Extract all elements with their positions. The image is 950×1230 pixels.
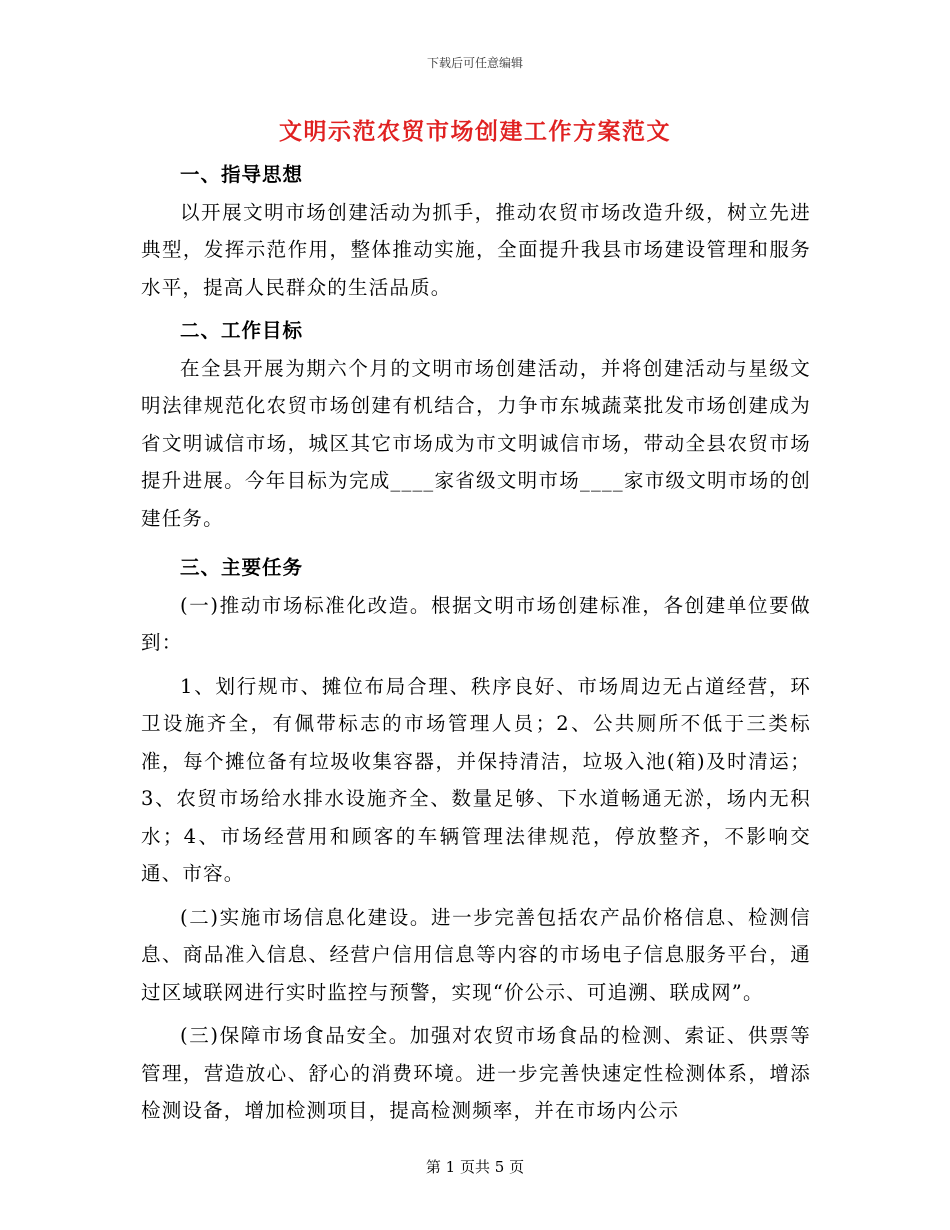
page-number: 第 1 页共 5 页 [425,1158,525,1176]
section-heading-guiding-ideology: 一、指导思想 [180,163,304,186]
paragraph-guiding-ideology: 以开展文明市场创建活动为抓手，推动农贸市场改造升级，树立先进典型，发挥示范作用，整体推动实施，全面提升我县市场建设管理和服务水平，提高人民群众的生活品质。 [141,200,811,299]
section-heading-work-goals: 二、工作目标 [180,319,304,342]
paragraph-task-informatization: (二)实施市场信息化建设。进一步完善包括农产品价格信息、检测信息、商品准入信息、经营户信用信息等内容的市场电子信息服务平台，通过区域联网进行实时监控与预警，实现“价公示、可追溯、联成网”。 [141,905,811,1004]
paragraph-task-food-safety: (三)保障市场食品安全。加强对农贸市场食品的检测、索证、供票等管理，营造放心、舒心的消费环境。进一步完善快速定性检测体系，增添检测设备，增加检测项目，提高检测频率，并在市场内公示 [141,1024,811,1122]
section-heading-main-tasks: 三、主要任务 [180,556,304,579]
paragraph-work-goals: 在全县开展为期六个月的文明市场创建活动，并将创建活动与星级文明法律规范化农贸市场创建有机结合，力争市东城蔬菜批发市场创建成为省文明诚信市场，城区其它市场成为市文明诚信市场，带动全县农贸市场提升进展。今年目标为完成____家省级文明市场____家市级文明市场的创建任务。 [141,356,811,530]
header-note: 下载后可任意编辑 [426,56,523,70]
paragraph-task-standardization: (一)推动市场标准化改造。根据文明市场创建标准，各创建单位要做到： [141,593,811,654]
paragraph-task-requirements: 1、划行规市、摊位布局合理、秩序良好、市场周边无占道经营，环卫设施齐全，有佩带标志的市场管理人员；2、公共厕所不低于三类标准，每个摊位备有垃圾收集容器，并保持清洁，垃圾入池(箱)及时清运；3、农贸市场给水排水设施齐全、数量足够、下水道畅通无淤，场内无积水；4、市场经营用和顾客的车辆管理法律规范，停放整齐，不影响交通、市容。 [141,674,811,885]
document-body [141,156,811,1130]
document-title: 文明示范农贸市场创建工作方案范文 [279,118,671,145]
